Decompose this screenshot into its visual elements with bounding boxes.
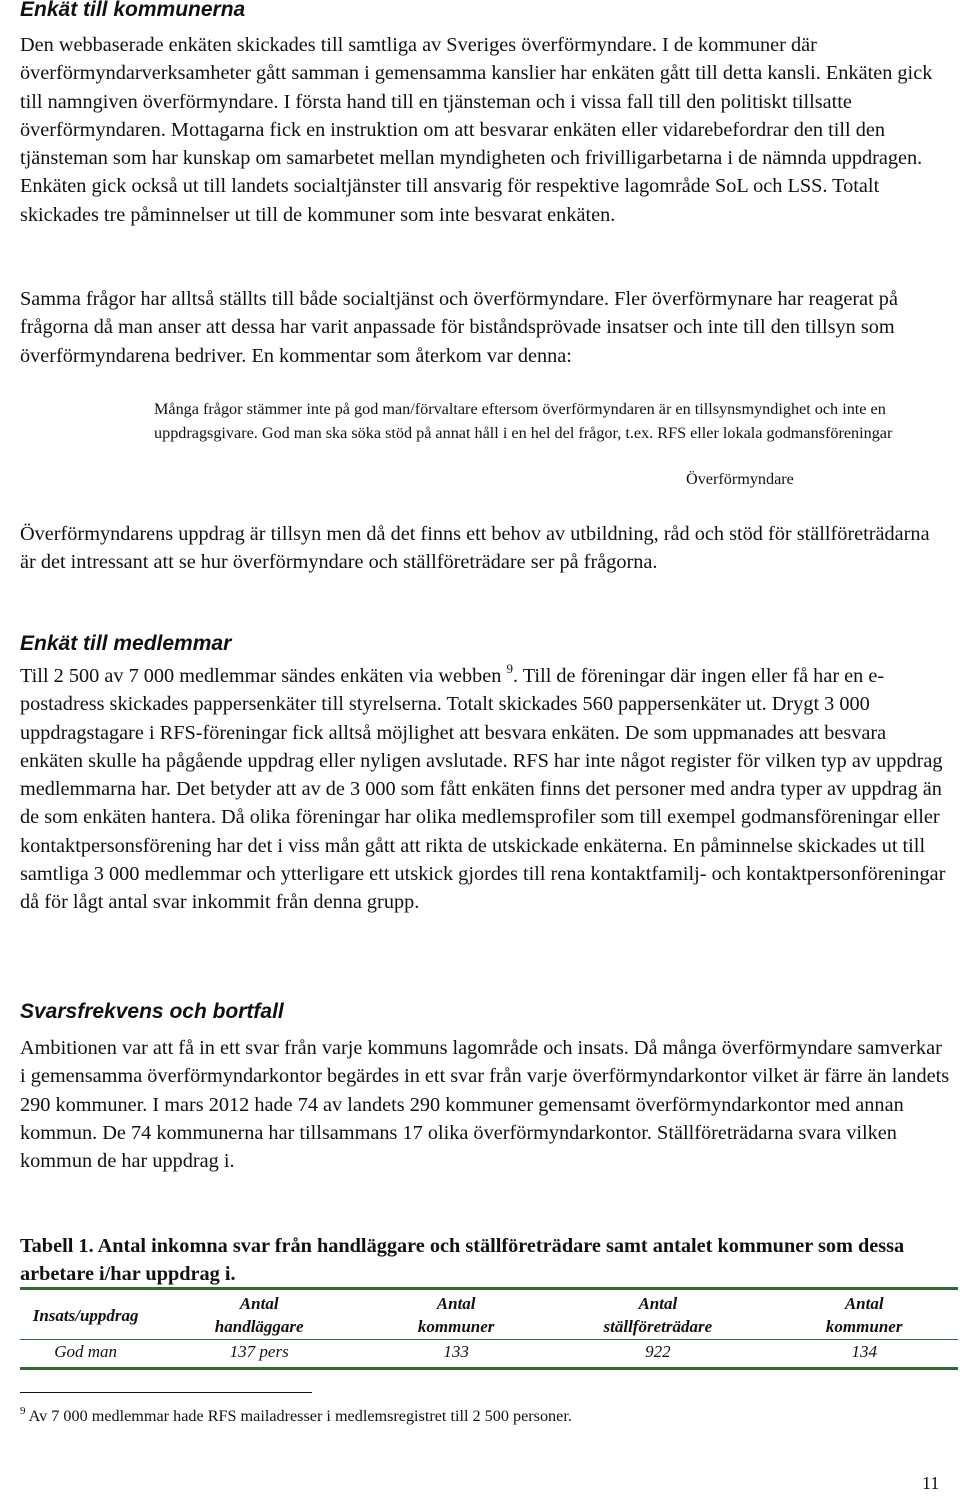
footnote-divider <box>20 1392 312 1393</box>
header-kommuner-2: Antal kommuner <box>825 1294 903 1336</box>
table-container <box>20 1287 958 1370</box>
cell-kommuner-1: 133 <box>443 1342 469 1361</box>
section-heading-medlemmar: Enkät till medlemmar <box>20 632 232 655</box>
header-insats: Insats/uppdrag <box>32 1305 139 1325</box>
header-stallforetradare: Antal ställföreträdare <box>603 1294 713 1336</box>
section-heading-kommuner: Enkät till kommunerna <box>20 0 246 21</box>
block-quote: Många frågor stämmer inte på god man/förvaltare eftersom överförmyndaren är en tillsynsmyndighet och inte en uppdragsgivare. God man ska söka stöd på annat håll i en hel del frågor, t.ex. RFS eller lokala godmansföreningar <box>154 400 893 442</box>
cell-handlaggare: 137 pers <box>229 1342 289 1361</box>
section-heading-svarsfrekvens: Svarsfrekvens och bortfall <box>20 1000 284 1023</box>
results-table <box>20 1287 958 1370</box>
footnote-reference[interactable]: 9 <box>506 661 513 677</box>
table-row <box>20 1340 958 1369</box>
quote-source: Överförmyndare <box>686 470 794 488</box>
paragraph-svarsfrekvens: Ambitionen var att få in ett svar från varje kommuns lagområde och insats. Då många överförmyndare samverkar i gemensamma överförmyndarkontor begärdes in ett svar från varje överförmyndarkontor vilket är färre än landets 290 kommuner. I mars 2012 hade 74 av landets 290 kommuner gemensamt överförmyndarkontor med annan kommun. De 74 kommunerna har tillsammans 17 olika överförmyndarkontor. Ställföreträdarna svara vilken kommun de har uppdrag i. <box>20 1037 950 1173</box>
paragraph-medlemmar-rest: . Till de föreningar där ingen eller få har en e-postadress skickades pappersenkäter till styrelserna. Totalt skickades 560 pappersenkäter ut. Drygt 3 000 uppdragstagare i RFS-föreningar fick alltså möjlighet att besvara enkäten. De som uppmanades att besvara enkäten skulle ha pågående uppdrag eller nyligen avslutade. RFS har inte något register för vilken typ av uppdrag medlemmarna har. Det betyder att av de 3 000 som fått enkäten finns det personer med andra typer av uppdrag än de som enkäten hantera. Då olika föreningar har olika medlemsprofiler som till exempel godmansföreningar eller kontaktpersonsförening har det i viss mån gått att rikta de utskickade enkäterna. En påminnelse skickades ut till samtliga 3 000 medlemmar och ytterligare ett utskick gjordes till rena kontaktfamilj- och kontaktpersonföreningar då för lågt antal svar inkommit från denna grupp. <box>20 665 946 914</box>
paragraph-medlemmar-start: Till 2 500 av 7 000 medlemmar sändes enkäten via webben <box>20 665 502 687</box>
table-header-row <box>20 1289 958 1340</box>
cell-insats: God man <box>54 1342 118 1361</box>
paragraph-kommuner-3: Överförmyndarens uppdrag är tillsyn men då det finns ett behov av utbildning, råd och stöd för ställföreträdarna är det intressant att se hur överförmyndare och ställföreträdare ser på frågorna. <box>20 523 930 574</box>
page-number: 11 <box>922 1473 940 1493</box>
footnote-text: Av 7 000 medlemmar hade RFS mailadresser i medlemsregistret till 2 500 personer. <box>25 1407 572 1425</box>
paragraph-medlemmar <box>20 662 950 917</box>
paragraph-kommuner-1: Den webbaserade enkäten skickades till samtliga av Sveriges överförmyndare. I de kommuner där överförmyndarverksamheter gått samman i gemensamma kanslier har enkäten gått till detta kansli. Enkäten gick till namngiven överförmyndare. I första hand till en tjänsteman och i vissa fall till den politiskt tillsatte överförmyndaren. Mottagarna fick en instruktion om att besvarar enkäten eller vidarebefordrar den till den tjänsteman som har kunskap om samarbetet mellan myndigheten och frivilligarbetarna i de nämnda uppdragen. Enkäten gick också ut till landets socialtjänster till ansvarig för respektive lagområde SoL och LSS. Totalt skickades tre påminnelser ut till de kommuner som inte besvarat enkäten. <box>20 34 933 226</box>
header-kommuner-1: Antal kommuner <box>417 1294 495 1336</box>
cell-kommuner-2: 134 <box>851 1342 877 1361</box>
footnote <box>20 1404 572 1428</box>
footnote-mark: 9 <box>20 1404 26 1417</box>
table-caption: Tabell 1. Antal inkomna svar från handläggare och ställföreträdare samt antalet kommuner som dessa arbetare i/har uppdrag i. <box>20 1235 905 1286</box>
cell-stallforetradare: 922 <box>645 1342 671 1361</box>
header-handlaggare: Antal handläggare <box>214 1294 304 1336</box>
paragraph-kommuner-2: Samma frågor har alltså ställts till både socialtjänst och överförmyndare. Fler överförmynare har reagerat på frågorna då man anser att dessa har varit anpassade för biståndsprövade insatser och inte till den tillsyn som överförmyndarena bedriver. En kommentar som återkom var denna: <box>20 288 898 367</box>
